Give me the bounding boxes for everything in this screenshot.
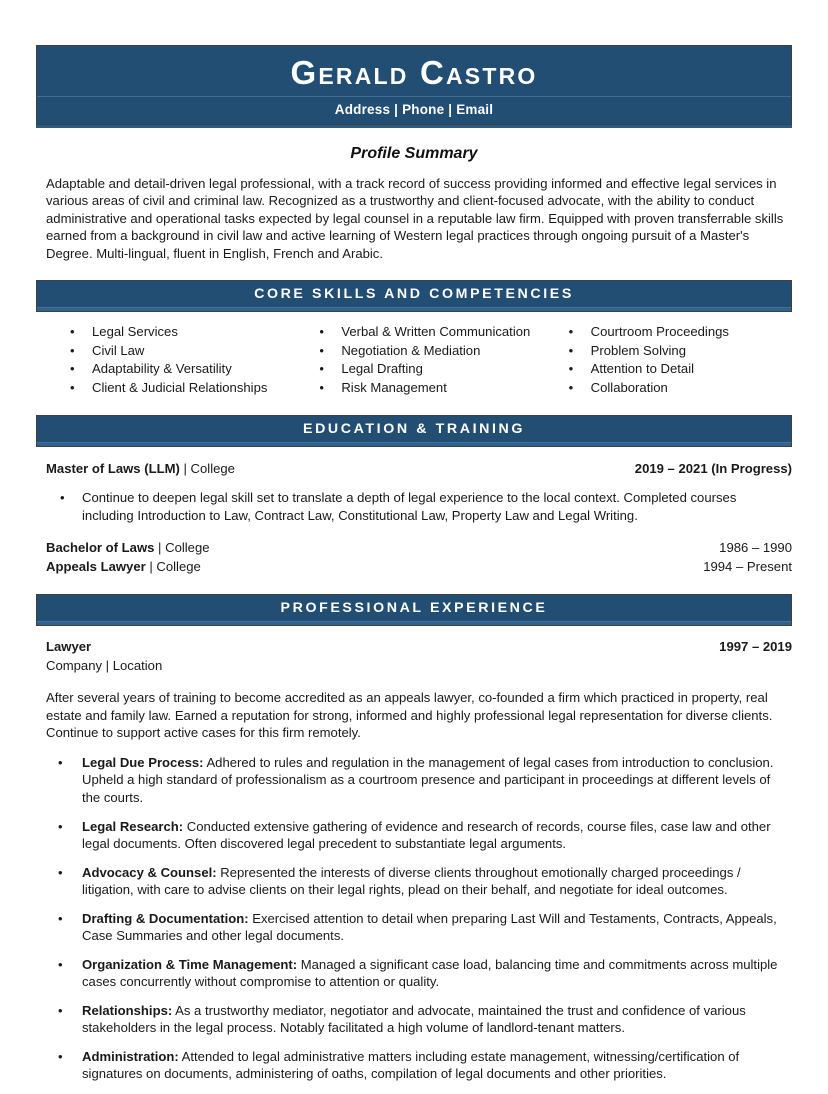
education-entry-title	[46, 558, 201, 577]
bullet-icon: •	[319, 342, 324, 358]
section-title-experience: PROFESSIONAL EXPERIENCE	[280, 600, 548, 617]
list-item	[568, 360, 792, 379]
skill-label: Legal Drafting	[341, 361, 423, 377]
education-bullet-text: Continue to deepen legal skill set to translate a depth of legal experience to the local context. Completed courses including Introduction to Law, Contract Law, Constitutional Law, Property Law and Legal Writing.	[82, 489, 737, 523]
list-item	[58, 1002, 792, 1037]
skill-label: Verbal & Written Communication	[341, 324, 531, 340]
bullet-icon: •	[319, 361, 324, 377]
contact-line: Address | Phone | Email	[334, 101, 494, 117]
resume-content	[36, 45, 792, 1094]
education-entry	[46, 558, 792, 577]
skill-label: Collaboration	[590, 379, 668, 395]
list-item	[70, 323, 293, 342]
bullet-icon: •	[58, 1002, 63, 1018]
bullet-text: Managed a significant case load, balancing time and commitments across multiple cases concurrently without compromise to attention or quality.	[82, 956, 778, 990]
skills-column-1	[44, 323, 293, 397]
skill-label: Courtroom Proceedings	[590, 324, 729, 340]
candidate-name: Gerald Castro	[290, 54, 538, 91]
resume-header	[36, 45, 792, 125]
bullet-text: Represented the interests of diverse clients throughout emotionally charged proceedings / litigation, with care to advise clients on their legal rights, plead on their behalf, and negotiate for ideal outcomes.	[82, 864, 741, 898]
bullet-label: Organization & Time Management:	[82, 956, 298, 972]
bullet-label: Drafting & Documentation:	[82, 910, 249, 926]
bullet-icon: •	[568, 324, 574, 340]
list-item	[319, 360, 542, 379]
bullet-icon: •	[58, 818, 63, 834]
experience-header	[36, 638, 792, 675]
skill-label: Negotiation & Mediation	[341, 342, 481, 358]
section-header-education	[36, 415, 792, 447]
education-entry-title	[46, 460, 235, 479]
list-item	[319, 379, 542, 398]
skill-label: Client & Judicial Relationships	[92, 379, 268, 395]
list-item	[70, 360, 293, 379]
bullet-icon: •	[70, 379, 75, 395]
list-item	[568, 342, 792, 361]
bullet-icon: •	[58, 956, 63, 972]
section-stripe	[37, 442, 791, 446]
bullet-label: Administration:	[82, 1048, 179, 1064]
list-item	[568, 323, 792, 342]
list-item	[58, 910, 792, 945]
experience-company-location: Company | Location	[46, 657, 163, 673]
skill-label: Problem Solving	[590, 342, 686, 358]
bullet-text: Attended to legal administrative matters including estate management, witnessing/certification of signatures on documents, administering of oaths, compilation of legal documents and other priorities.	[82, 1048, 740, 1082]
experience-date: 1997 – 2019	[719, 639, 792, 655]
degree-label: Appeals Lawyer	[46, 558, 146, 574]
section-header-core-skills	[36, 280, 792, 312]
bullet-icon: •	[60, 489, 65, 505]
section-header-experience	[36, 594, 792, 626]
experience-intro-text: After several years of training to become accredited as an appeals lawyer, co-founded a firm which practiced in property, real estate and family law. Earned a reputation for strong, informed and highly professional legal representation for diverse clients. Continue to support active cases for this firm remotely.	[46, 690, 773, 741]
bullet-icon: •	[58, 864, 63, 880]
list-item	[319, 323, 542, 342]
education-bullets	[46, 489, 792, 525]
bullet-icon: •	[319, 379, 324, 395]
skills-column-2	[293, 323, 542, 397]
bullet-icon: •	[568, 361, 574, 377]
education-entry	[46, 539, 792, 558]
bullet-label: Relationships:	[82, 1002, 173, 1018]
experience-role-row	[46, 638, 792, 657]
bullet-icon: •	[319, 324, 324, 340]
skill-label: Adaptability & Versatility	[92, 361, 232, 377]
bullet-label: Legal Due Process:	[82, 754, 204, 770]
list-item	[58, 864, 792, 899]
bullet-label: Advocacy & Counsel:	[82, 864, 217, 880]
list-item	[60, 489, 792, 525]
core-skills-columns	[36, 323, 792, 397]
profile-summary-text: Adaptable and detail-driven legal professional, with a track record of success providing informed and effective legal services in various areas of civil and criminal law. Recognized as a trustworthy and client-focused advocate, with the ability to conduct administrative and operational tasks expected by legal counsel in a reputable law firm. Equipped with proven transferrable skills earned from a background in civil law and active learning of Western legal practices through ongoing pursuit of a Master's Degree. Multi-lingual, fluent in English, French and Arabic.	[46, 175, 784, 261]
skill-label: Civil Law	[92, 342, 145, 358]
list-item	[58, 1048, 792, 1083]
section-title-core-skills: CORE SKILLS AND COMPETENCIES	[254, 286, 574, 303]
bullet-text: Adhered to rules and regulation in the management of legal cases from introduction to conclusion. Upheld a high standard of professionalism as a courtroom presence and participant in proceedings at different levels of the courts.	[82, 754, 774, 806]
separator: |	[154, 540, 166, 556]
header-divider	[37, 96, 791, 97]
list-item	[568, 379, 792, 398]
skill-label: Legal Services	[92, 324, 178, 340]
education-date: 1986 – 1990	[719, 540, 792, 556]
skills-column-3	[543, 323, 792, 397]
separator: |	[145, 558, 157, 574]
degree-label: Master of Laws (LLM)	[46, 461, 180, 477]
skill-label: Risk Management	[341, 379, 447, 395]
section-title-education: EDUCATION & TRAINING	[303, 421, 525, 438]
section-stripe	[37, 307, 791, 311]
bullet-text: Conducted extensive gathering of evidence and research of records, course files, case law and other legal documents. Often discovered legal precedent to substantiate legal arguments.	[82, 818, 771, 852]
list-item	[58, 754, 792, 807]
list-item	[58, 818, 792, 853]
bullet-icon: •	[58, 1048, 63, 1064]
degree-label: Bachelor of Laws	[46, 540, 155, 556]
separator: |	[179, 461, 191, 477]
experience-bullets	[36, 754, 792, 1083]
bullet-icon: •	[58, 910, 63, 926]
bullet-icon: •	[70, 342, 75, 358]
role-label: Lawyer	[46, 639, 92, 655]
institution-label: College	[156, 558, 201, 574]
education-date: 2019 – 2021 (In Progress)	[634, 461, 792, 477]
bullet-icon: •	[70, 324, 75, 340]
profile-summary-title: Profile Summary	[350, 144, 478, 162]
education-entry-primary	[46, 460, 792, 479]
list-item	[70, 342, 293, 361]
list-item	[319, 342, 542, 361]
bullet-text: As a trustworthy mediator, negotiator and advocate, maintained the trust and confidence of various stakeholders in the legal process. Notably facilitated a high volume of landlord-tenant matters.	[82, 1002, 746, 1036]
list-item	[58, 956, 792, 991]
education-date: 1994 – Present	[703, 558, 792, 574]
institution-label: College	[165, 540, 210, 556]
list-item	[70, 379, 293, 398]
skill-label: Attention to Detail	[590, 361, 695, 377]
bullet-icon: •	[58, 754, 63, 770]
bullet-label: Legal Research:	[82, 818, 184, 834]
bullet-icon: •	[568, 379, 574, 395]
bullet-icon: •	[568, 342, 574, 358]
bullet-text: Exercised attention to detail when preparing Last Will and Testaments, Contracts, Appeals, Case Summaries and other legal documents.	[82, 910, 777, 944]
bullet-icon: •	[70, 361, 75, 377]
education-other-entries	[46, 539, 792, 576]
section-stripe	[37, 621, 791, 625]
header-bottom-stripe	[36, 125, 792, 128]
experience-role	[46, 638, 91, 657]
education-entry-title	[46, 539, 210, 558]
education-block	[36, 460, 792, 576]
institution-label: College	[190, 461, 235, 477]
